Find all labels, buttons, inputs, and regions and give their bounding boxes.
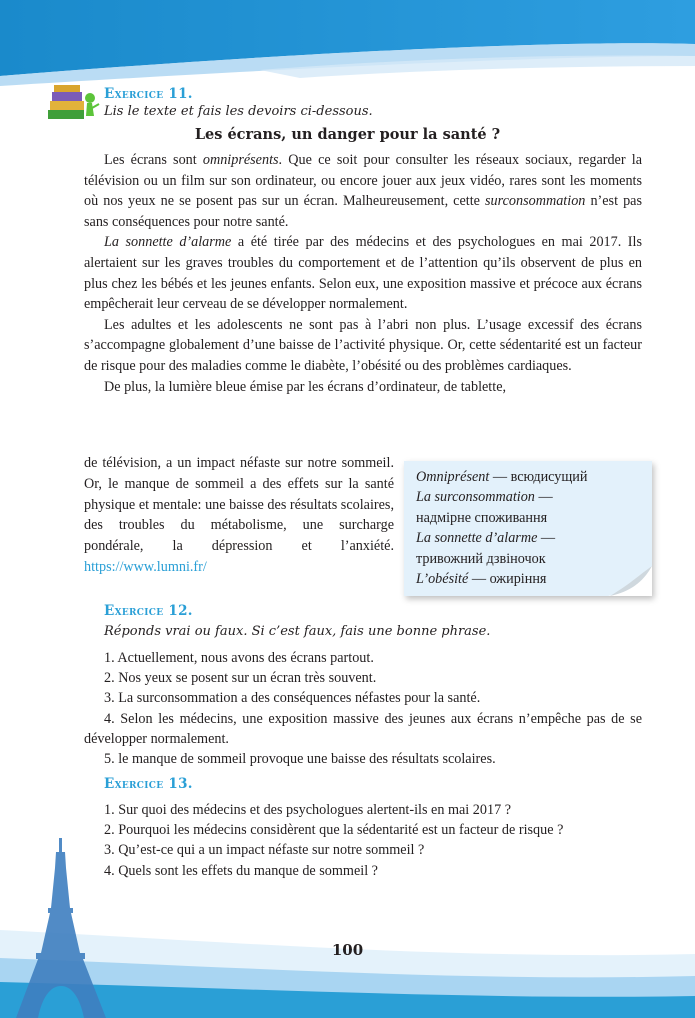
reading-text — [84, 150, 642, 397]
list-item: 2. Nos yeux se posent sur un écran très souvent. — [104, 670, 377, 687]
paragraph: La sonnette d’alarme a été tirée par des médecins et des psychologues en mai 2017. Ils alertaient sur les graves troubles du comportement et de l’attention qu’ils observent de plus en plus chez les bébés et les jeunes enfants. Selon eux, une exposition massive et précoce aux écrans empêcherait leur cerveau de se développer normalement. — [84, 234, 642, 313]
exercise-11-title: Exercice 11. — [104, 86, 193, 102]
page-number: 100 — [331, 941, 364, 959]
list-item: 2. Pourquoi les médecins considèrent que la sédentarité est un facteur de risque ? — [104, 822, 564, 839]
list-item: 4. Selon les médecins, une exposition massive des jeunes aux écrans n’empêche pas de se développer normalement. — [84, 710, 642, 747]
paragraph: Les écrans sont omniprésents. Que ce soit pour consulter les réseaux sociaux, regarder la télévision ou un film sur son ordinateur, ou encore jouer aux jeux vidéo, rares sont les moments où nos yeux ne se posent pas sur un écran. Malheureusement, cette surconsommation n’est pas sans conséquences pour notre santé. — [84, 152, 642, 230]
exercise-12-list — [84, 648, 642, 769]
page-curl-icon — [608, 566, 652, 596]
exercise-12-title: Exercice 12. — [104, 603, 193, 619]
glossary-note: Omniprésent — всюдисущий La surconsommation — надмірне споживання La sonnette d’alarme — тривожний дзвіночок L’obésité — ожиріння — [404, 461, 652, 596]
exercise-13-title: Exercice 13. — [104, 776, 193, 792]
list-item: 1. Sur quoi des médecins et des psychologues alertent-ils en mai 2017 ? — [104, 802, 512, 818]
list-item: 3. La surconsommation a des conséquences néfastes pour la santé. — [104, 690, 481, 707]
text-heading: Les écrans, un danger pour la santé ? — [194, 126, 501, 143]
list-item: 3. Qu’est-ce qui a un impact néfaste sur notre sommeil ? — [104, 842, 425, 859]
exercise-12-instruction: Réponds vrai ou faux. Si c’est faux, fais une bonne phrase. — [104, 624, 491, 639]
paragraph: De plus, la lumière bleue émise par les écrans d’ordinateur, de tablette, — [104, 378, 507, 395]
exercise-11-instruction: Lis le texte et fais les devoirs ci-dessous. — [104, 104, 373, 119]
list-item: 4. Quels sont les effets du manque de sommeil ? — [104, 862, 378, 879]
paragraph-continued: de télévision, a un impact néfaste sur notre sommeil. Or, le manque de sommeil a des effets sur la santé physique et mentale: une baisse des résultats scolaires, des troubles du métabolisme, une surcharge pondérale, la dépression et l’anxiété. https://www.lumni.fr/ — [84, 455, 394, 575]
books-icon — [46, 84, 100, 124]
top-banner — [0, 0, 695, 90]
exercise-13-list — [84, 800, 642, 881]
list-item: 5. le manque de sommeil provoque une baisse des résultats scolaires. — [104, 751, 496, 768]
source-link[interactable]: https://www.lumni.fr/ — [84, 558, 207, 575]
eiffel-tower-icon — [6, 838, 116, 1018]
list-item: 1. Actuellement, nous avons des écrans partout. — [104, 650, 374, 666]
paragraph: Les adultes et les adolescents ne sont pas à l’abri non plus. L’usage excessif des écrans s’accompagne globalement d’une baisse de l’activité physique. Or, cette sédentarité est un facteur de risque pour des maladies comme le diabète, l’obésité ou des problèmes cardiaques. — [84, 316, 642, 374]
